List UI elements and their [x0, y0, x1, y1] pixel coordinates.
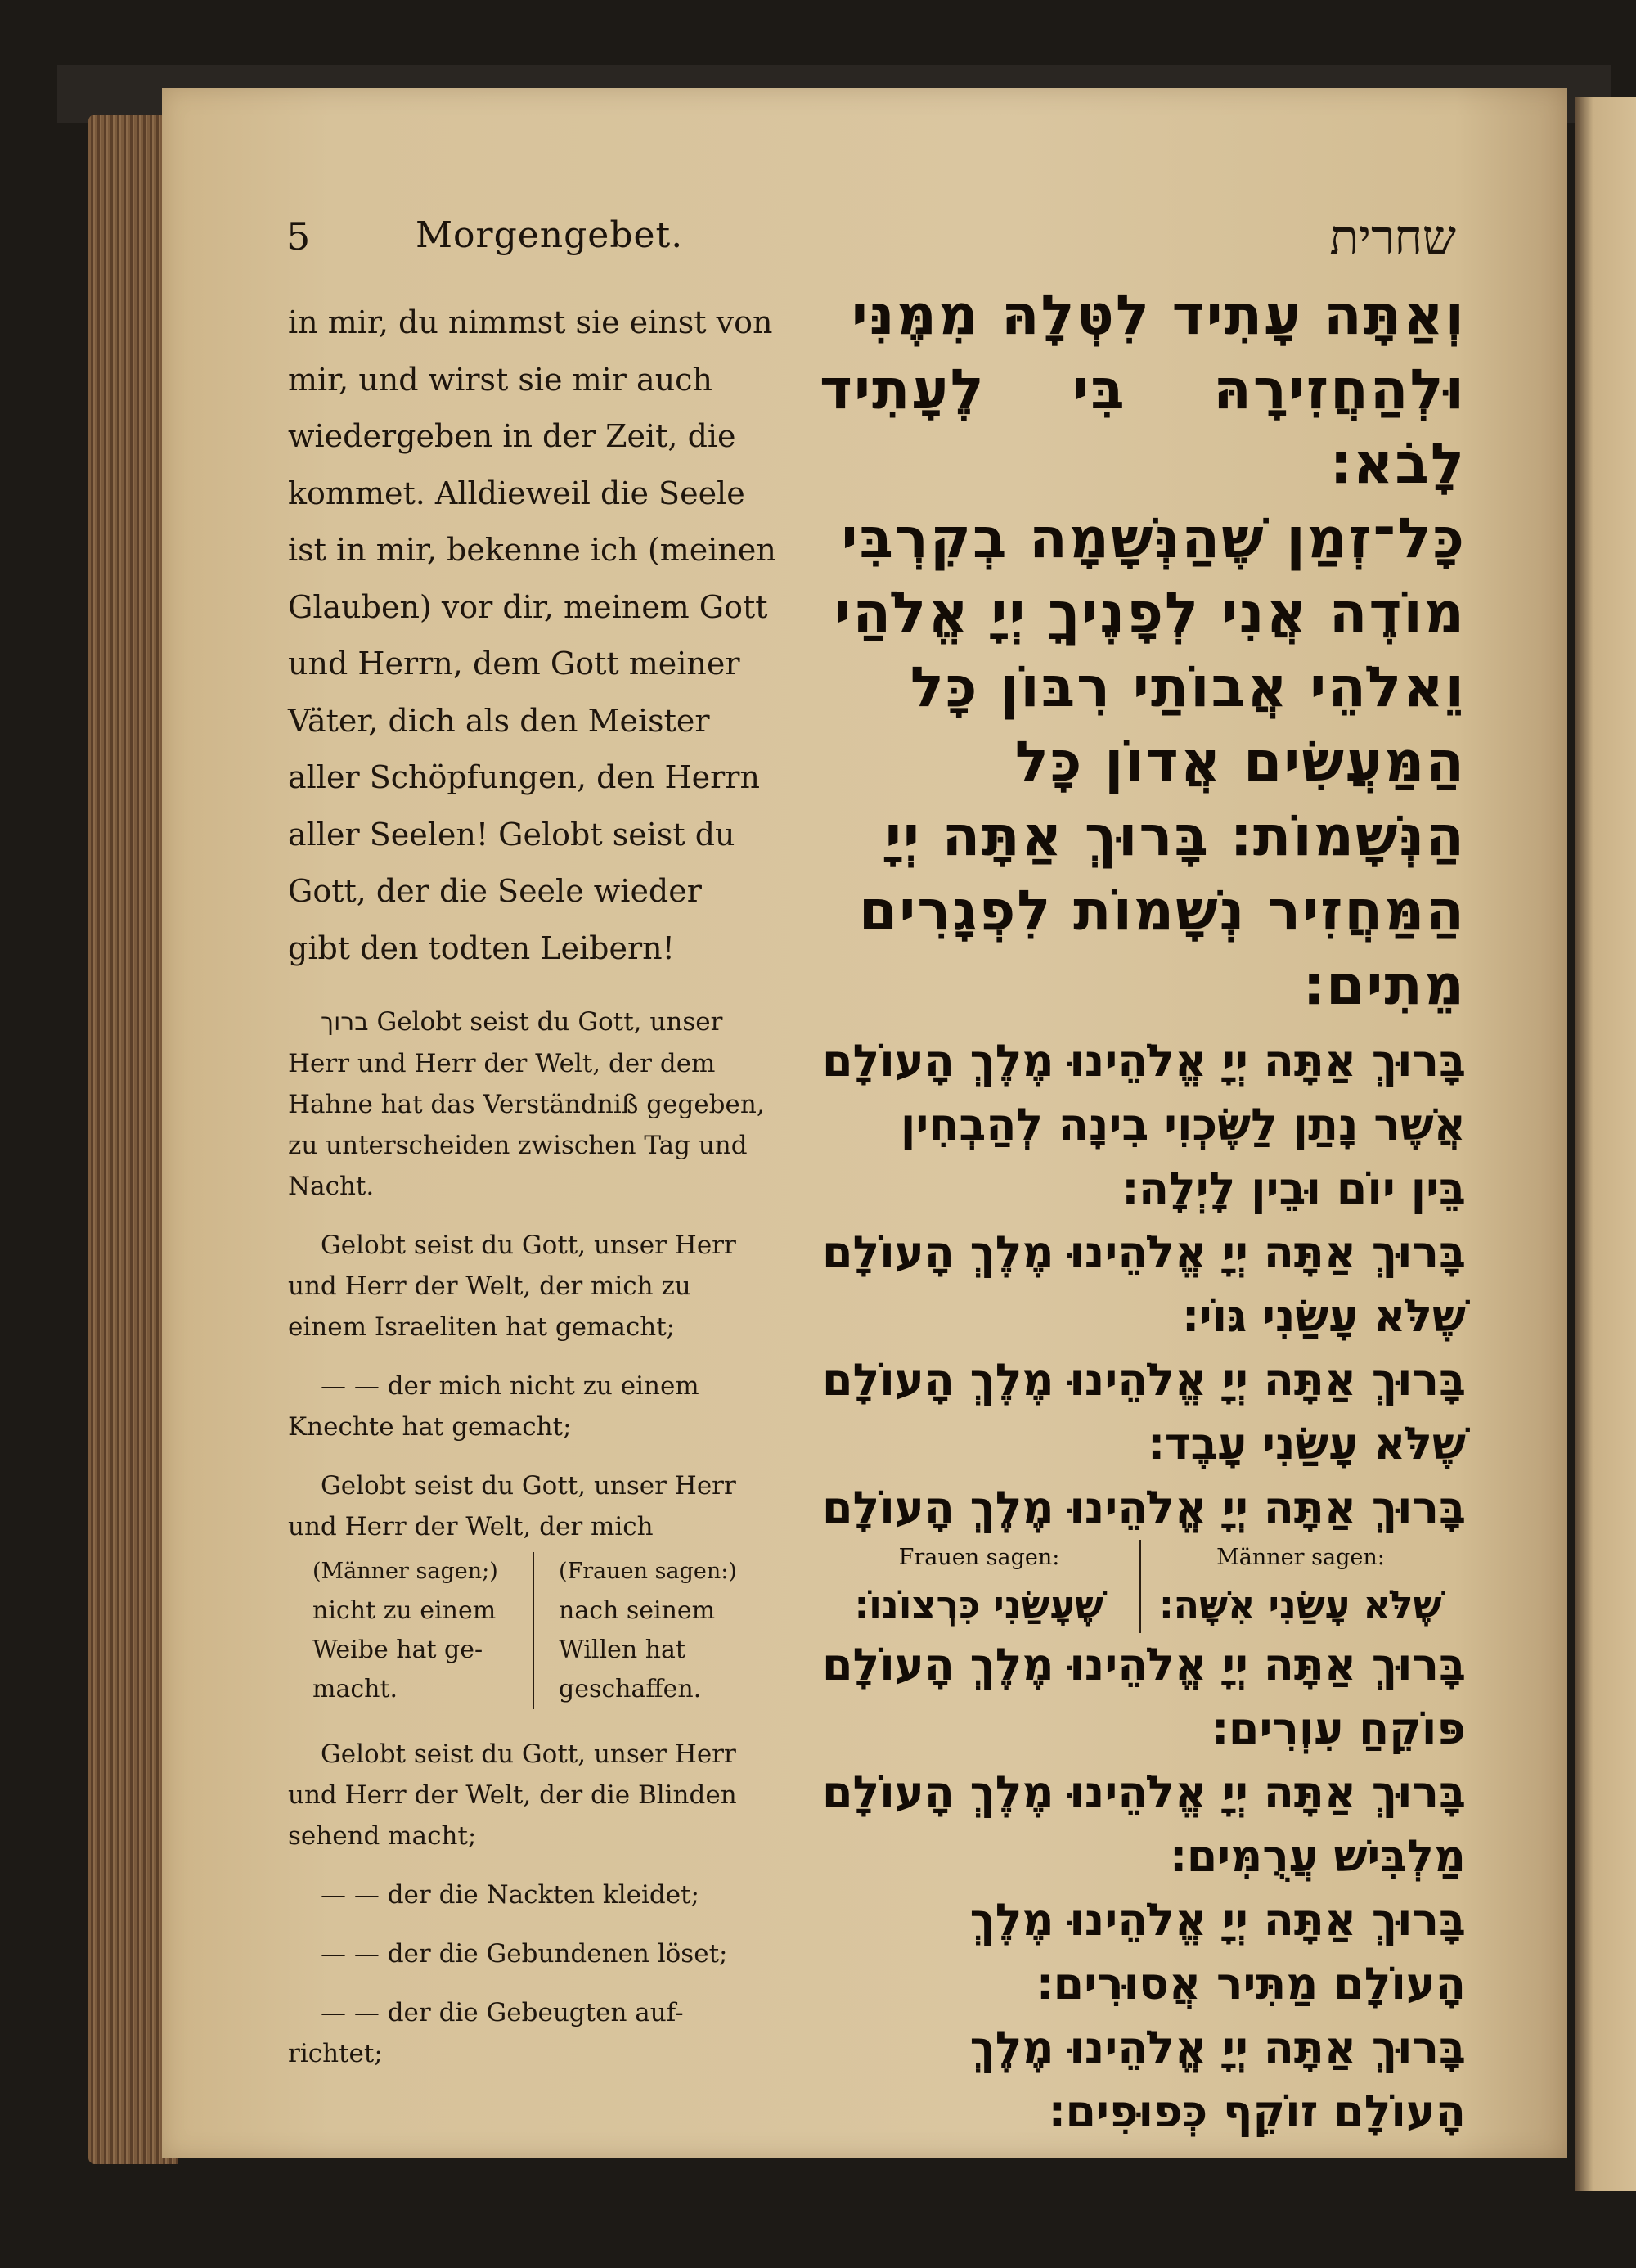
text-line: in mir, du nimmst sie einst von [288, 304, 773, 340]
hebrew-line: בָּרוּךְ אַתָּה יְיָ אֱלֹהֵינוּ מֶלֶךְ הָעוֹלָם [821, 1354, 1466, 1406]
hebrew-line: מֵתִים׃ [1303, 953, 1466, 1018]
blessing-eved [820, 1348, 1466, 1476]
german-blessings [288, 1001, 779, 2074]
text-line: Knechte hat gemacht; [288, 1412, 572, 1442]
women-hebrew-column [820, 1540, 1139, 1633]
hebrew-line: שֶׁעָשַׂנִי כִּרְצוֹנוֹ׃ [854, 1582, 1104, 1627]
text-line: Gelobt seist du Gott, unser Herr [321, 1231, 736, 1260]
gender-split-german [312, 1552, 779, 1709]
text-line: ist in mir, bekenne ich (meinen [288, 532, 776, 568]
hebrew-line: מַלְבִּישׁ עֲרֻמִּים׃ [1170, 1830, 1466, 1882]
page-header [286, 209, 1464, 272]
text-line: — — der die Nackten kleidet; [321, 1880, 699, 1910]
text-line: einem Israeliten hat gemacht; [288, 1312, 676, 1342]
text-line: Gelobt seist du Gott, unser Herr [321, 1739, 736, 1769]
hebrew-line: הַנְּשָׁמוֹת׃ בָּרוּךְ אַתָּה יְיָ [884, 804, 1466, 869]
text-line: macht. [312, 1675, 398, 1703]
blessing-goy [820, 1221, 1466, 1348]
text-line: geschaffen. [559, 1675, 702, 1703]
text-line: — — der mich nicht zu einem [321, 1371, 699, 1401]
blessing-naked [820, 1761, 1466, 1888]
blessing-bent [820, 2016, 1466, 2144]
blessing-blind [820, 1633, 1466, 1761]
women-label: Frauen sagen: [898, 1545, 1060, 1570]
gender-split-hebrew [820, 1540, 1466, 1633]
german-translation-column [288, 295, 779, 2074]
hebrew-line: וְאַתָּה עָתִיד לִטְּלָהּ מִמֶּנִּי [851, 283, 1466, 348]
text-line: — — der die Gebeugten auf- [321, 1998, 684, 2027]
women-header: (Frauen sagen:) [559, 1559, 737, 1584]
men-header: (Männer sagen;) [312, 1559, 498, 1584]
text-line: Nacht. [288, 1172, 375, 1201]
hebrew-line: הָעוֹלָם מַתִּיר אֲסוּרִים׃ [1036, 1958, 1466, 2009]
hebrew-line: בֵּין יוֹם וּבֵין לָיְלָה׃ [1121, 1163, 1466, 1214]
text-line: wiedergeben in der Zeit, die [288, 418, 736, 454]
hebrew-line: בָּרוּךְ אַתָּה יְיָ אֱלֹהֵינוּ מֶלֶךְ הָעוֹלָם [821, 1766, 1466, 1818]
text-line: Väter, dich als den Meister [288, 702, 710, 739]
hebrew-line: הַמַּחֲזִיר נְשָׁמוֹת לִפְגָרִים [858, 879, 1466, 943]
running-title: Morgengebet. [416, 214, 684, 256]
facing-page-edge [1575, 97, 1636, 2191]
text-line: Weibe hat ge- [312, 1636, 483, 1664]
hebrew-line: שֶׁלֹּא עָשַׂנִי אִשָּׁה׃ [1159, 1582, 1442, 1627]
blessing-rooster [820, 1029, 1466, 1221]
hebrew-line: וֵאלֹהֵי אֲבוֹתַי רִבּוֹן כָּל [910, 655, 1466, 720]
baruch-keyword: ברוך [321, 1008, 369, 1037]
hebrew-line: הָעוֹלָם זוֹקֵף כְּפוּפִים׃ [1049, 2086, 1466, 2137]
hebrew-line: שֶׁלֹּא עָשַׂנִי עָבֶד׃ [1148, 1418, 1466, 1469]
text-line: und Herrn, dem Gott meiner [288, 646, 740, 682]
hebrew-large-paragraph [820, 278, 1466, 1023]
text-line: nach seinem [559, 1596, 716, 1625]
hebrew-line: מוֹדֶה אֲנִי לְפָנֶיךָ יְיָ אֱלֹהַי [834, 581, 1466, 646]
text-line: Gott, der die Seele wieder [288, 873, 702, 909]
page-number: 5 [286, 214, 311, 259]
text-line: kommet. Alldieweil die Seele [288, 475, 745, 511]
german-large-paragraph [288, 295, 779, 977]
hebrew-line: פּוֹקֵחַ עִוְרִים׃ [1211, 1703, 1466, 1754]
blessing-isha [820, 1476, 1466, 1633]
hebrew-running-title: שחרית [1329, 209, 1456, 265]
text-line: aller Seelen! Gelobt seist du [288, 816, 735, 853]
hebrew-line: הַמַּעֲשִׂים אֲדוֹן כָּל [1014, 730, 1466, 794]
text-line: gibt den todten Leibern! [288, 929, 675, 966]
text-line: und Herr der Welt, der die Blinden [288, 1780, 737, 1810]
hebrew-line: שֶׁלֹּא עָשַׂנִי גּוֹי׃ [1182, 1290, 1466, 1342]
hebrew-line: בָּרוּךְ אַתָּה יְיָ אֱלֹהֵינוּ מֶלֶךְ [969, 2022, 1466, 2073]
hebrew-line: בָּרוּךְ אַתָּה יְיָ אֱלֹהֵינוּ מֶלֶךְ הָעוֹלָם [821, 1035, 1466, 1087]
text-line: Gelobt seist du Gott, unser Herr [321, 1471, 736, 1501]
men-label: Männer sagen: [1216, 1545, 1385, 1570]
hebrew-line: בָּרוּךְ אַתָּה יְיָ אֱלֹהֵינוּ מֶלֶךְ [969, 1894, 1466, 1946]
text-line: nicht zu einem [312, 1596, 497, 1625]
text-line: — — der die Gebundenen löset; [321, 1939, 728, 1969]
text-line: aller Schöpfungen, den Herrn [288, 759, 760, 795]
hebrew-line: כָּל־זְמַן שֶׁהַנְּשָׁמָה בְקִרְבִּי [841, 506, 1466, 571]
text-line: Willen hat [559, 1636, 685, 1664]
men-hebrew-column [1139, 1540, 1460, 1633]
text-line: richtet; [288, 2039, 383, 2068]
text-line: Glauben) vor dir, meinem Gott [288, 588, 768, 625]
text-line: Hahne hat das Verständniß gegeben, [288, 1090, 765, 1119]
hebrew-text-column [820, 278, 1466, 2144]
men-column [312, 1552, 533, 1709]
hebrew-line: בָּרוּךְ אַתָּה יְיָ אֱלֹהֵינוּ מֶלֶךְ הָעוֹלָם [821, 1482, 1466, 1533]
text-line: sehend macht; [288, 1821, 477, 1851]
hebrew-line: אֲשֶׁר נָתַן לַשֶּׂכְוִי בִינָה לְהַבְחִין [900, 1099, 1466, 1150]
hebrew-line: בָּרוּךְ אַתָּה יְיָ אֱלֹהֵינוּ מֶלֶךְ הָעוֹלָם [821, 1639, 1466, 1690]
text-line: und Herr der Welt, der mich zu [288, 1271, 691, 1301]
blessing-bound [820, 1888, 1466, 2016]
text-line: zu unterscheiden zwischen Tag und [288, 1131, 748, 1160]
hebrew-line: וּלְהַחֲזִירָהּ בִּי לֶעָתִיד לָבֹא׃ [820, 358, 1466, 497]
text-line: ברוך Gelobt seist du Gott, unser [321, 1007, 723, 1037]
hebrew-line: בָּרוּךְ אַתָּה יְיָ אֱלֹהֵינוּ מֶלֶךְ הָעוֹלָם [821, 1226, 1466, 1278]
text-line: Herr und Herr der Welt, der dem [288, 1049, 716, 1078]
text-line: mir, und wirst sie mir auch [288, 361, 712, 398]
text-line: und Herr der Welt, der mich [288, 1512, 654, 1541]
women-column [533, 1552, 779, 1709]
